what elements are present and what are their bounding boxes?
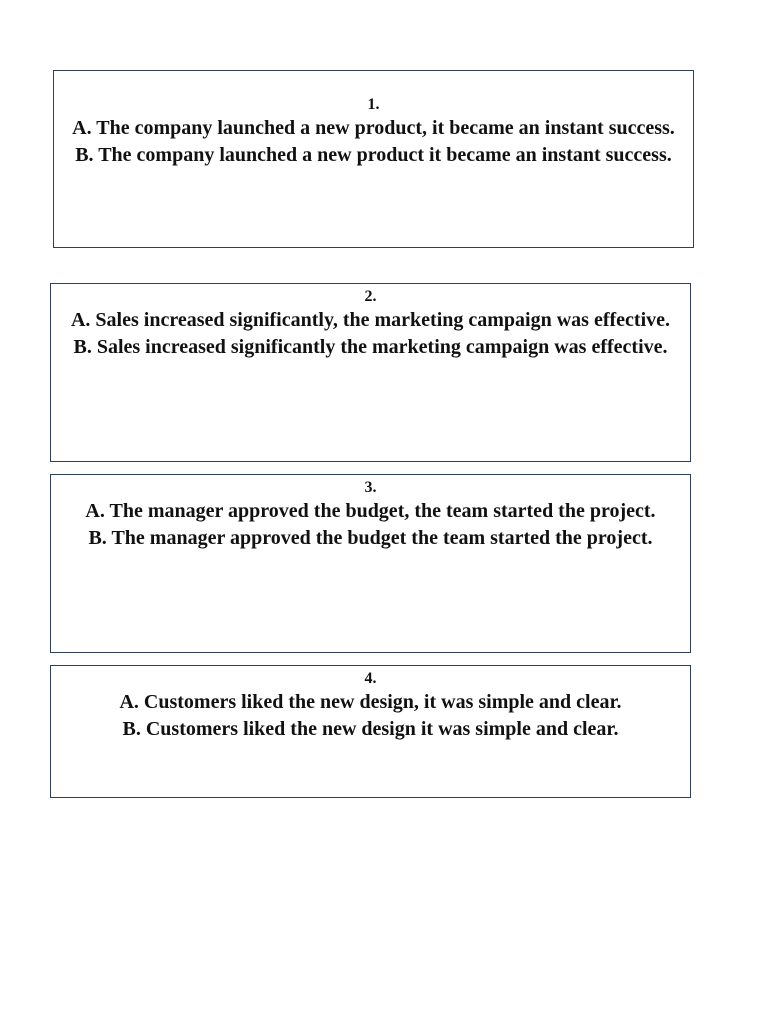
option-a: A. The company launched a new product, it became an instant success. [72, 117, 675, 139]
option-a: A. The manager approved the budget, the team started the project. [85, 500, 656, 522]
question-box-4 [50, 665, 691, 798]
question-number: 4. [364, 670, 377, 687]
question-box-1 [53, 70, 694, 248]
option-a: A. Customers liked the new design, it was simple and clear. [119, 691, 622, 713]
question-number: 3. [364, 479, 377, 496]
question-box-2 [50, 283, 691, 462]
question-number: 1. [367, 96, 380, 113]
option-b: B. The company launched a new product it became an instant success. [75, 144, 672, 166]
question-number: 2. [364, 288, 377, 305]
option-b: B. Sales increased significantly the marketing campaign was effective. [73, 336, 668, 358]
option-b: B. The manager approved the budget the team started the project. [88, 527, 653, 549]
option-a: A. Sales increased significantly, the marketing campaign was effective. [70, 309, 670, 331]
question-box-3 [50, 474, 691, 653]
option-b: B. Customers liked the new design it was simple and clear. [122, 718, 619, 740]
